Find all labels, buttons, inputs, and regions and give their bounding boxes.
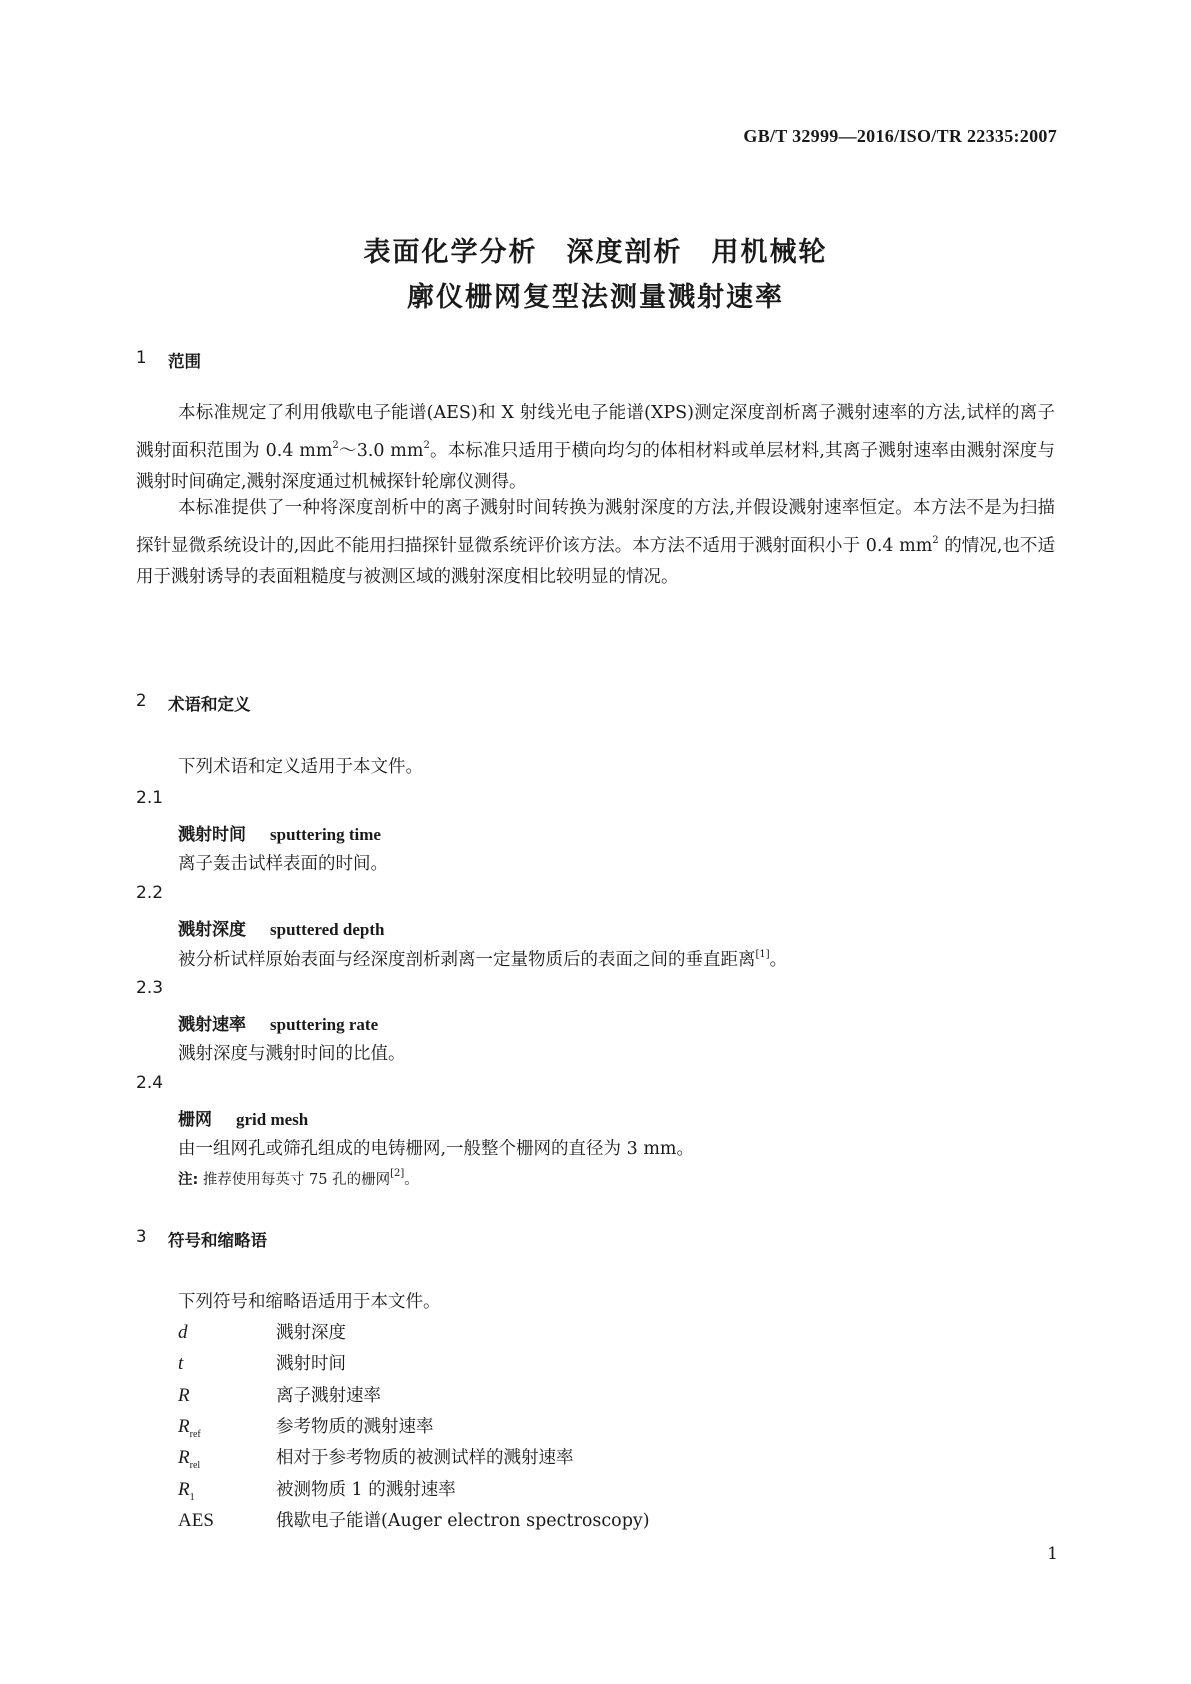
term-definition-text: 被分析试样原始表面与经深度剖析剥离一定量物质后的表面之间的垂直距离 [178, 950, 756, 970]
symbol-row [178, 1319, 346, 1344]
term-number: 2.2 [136, 883, 164, 903]
symbol-row [178, 1382, 381, 1407]
term-zh: 栅网 [178, 1110, 212, 1130]
term-zh: 溅射速率 [178, 1015, 246, 1035]
document-title-line-1: 表面化学分析 深度剖析 用机械轮 [363, 237, 828, 268]
symbol-letter: R [178, 1447, 190, 1468]
p1-text-b: ～3.0 mm [338, 440, 424, 461]
citation-ref: [1] [755, 949, 770, 960]
p1-text-c: 。本标准只适用于横向均匀的体相材料或单层材料,其离子溅射速率由溅射深度与溅射时间确定,溅射深度通过机械探针轮廓仪测得。 [136, 440, 1055, 492]
symbol-row [178, 1350, 346, 1375]
section-3-number: 3 [136, 1227, 147, 1246]
section-1-heading [136, 348, 201, 372]
symbol [178, 1322, 276, 1344]
term-definition [178, 946, 787, 971]
p2-text-a: 本标准提供了一种将深度剖析中的离子溅射时间转换为溅射深度的方法,并假设溅射速率恒定。本方法不是为扫描探针显微系统设计的,因此不能用扫描探针显微系统评价该方法。本方法不适用于溅射面积小于 0.4 mm [136, 498, 1055, 556]
symbol [178, 1385, 276, 1407]
document-title-line-2: 廓仪栅网复型法测量溅射速率 [407, 282, 784, 313]
term-heading [178, 820, 381, 845]
section-3-heading [136, 1227, 267, 1251]
term-en: sputtering rate [270, 1015, 379, 1034]
symbol [178, 1353, 276, 1375]
term-en: grid mesh [236, 1110, 309, 1129]
section-1-number: 1 [136, 348, 147, 367]
section-2-number: 2 [136, 691, 147, 710]
symbol-row [178, 1507, 650, 1532]
page-number: 1 [1047, 1544, 1058, 1564]
symbol-letter: R [178, 1385, 190, 1406]
symbol-description: 被测物质 1 的溅射速率 [276, 1480, 456, 1500]
symbol-description: 离子溅射速率 [276, 1386, 381, 1406]
symbol-row [178, 1444, 574, 1471]
symbol-description: 相对于参考物质的被测试样的溅射速率 [276, 1448, 574, 1468]
p2-superscript: 2 [932, 534, 939, 546]
symbol [178, 1510, 276, 1532]
section-1-paragraph-1 [136, 398, 1055, 499]
symbol-row [178, 1413, 434, 1440]
symbol [178, 1447, 276, 1471]
p1-superscript-1: 2 [332, 439, 339, 451]
symbol-letter: t [178, 1353, 184, 1374]
term-heading [178, 1105, 308, 1130]
symbol-description: 溅射时间 [276, 1354, 346, 1374]
symbol-description: 参考物质的溅射速率 [276, 1417, 434, 1437]
term-zh: 溅射深度 [178, 920, 246, 940]
term-definition-end: 。 [769, 950, 788, 970]
note-end: 。 [404, 1172, 419, 1188]
section-2-intro: 下列术语和定义适用于本文件。 [178, 757, 423, 777]
symbol-description: 俄歇电子能谱(Auger electron spectroscopy) [276, 1511, 650, 1531]
note-label: 注: [178, 1172, 199, 1188]
section-3-intro: 下列符号和缩略语适用于本文件。 [178, 1292, 441, 1312]
symbol-row [178, 1476, 456, 1503]
symbol-description: 溅射深度 [276, 1323, 346, 1343]
term-heading [178, 915, 384, 940]
term-definition: 溅射深度与溅射时间的比值。 [178, 1044, 406, 1064]
standard-code: GB/T 32999—2016/ISO/TR 22335:2007 [743, 126, 1057, 146]
term-definition: 由一组网孔或筛孔组成的电铸栅网,一般整个栅网的直径为 3 mm。 [178, 1139, 695, 1159]
note [178, 1168, 419, 1189]
term-zh: 溅射时间 [178, 825, 246, 845]
term-en: sputtered depth [270, 920, 385, 939]
symbol-letter: R [178, 1416, 190, 1437]
symbol-subscript: 1 [189, 1491, 195, 1503]
term-number: 2.3 [136, 978, 164, 998]
p2-text-b: 的情况,也不适用于溅射诱导的表面粗糙度与被测区域的溅射深度相比较明显的情况。 [136, 535, 1055, 587]
p1-text-a: 本标准规定了利用俄歇电子能谱(AES)和 X 射线光电子能谱(XPS)测定深度剖析离子溅射速率的方法,试样的离子溅射面积范围为 0.4 mm [136, 403, 1055, 461]
symbol [178, 1416, 276, 1440]
section-2-title: 术语和定义 [168, 695, 251, 714]
term-number: 2.1 [136, 788, 164, 808]
term-definition: 离子轰击试样表面的时间。 [178, 854, 388, 874]
symbol-letter: d [178, 1322, 188, 1343]
term-number: 2.4 [136, 1073, 164, 1093]
citation-ref: [2] [390, 1168, 405, 1179]
symbol-subscript: rel [189, 1459, 201, 1471]
note-text: 推荐使用每英寸 75 孔的栅网 [202, 1172, 391, 1188]
section-2-heading [136, 691, 251, 715]
term-en: sputtering time [270, 825, 381, 844]
term-heading [178, 1010, 378, 1035]
symbol [178, 1479, 276, 1503]
section-1-title: 范围 [168, 352, 201, 371]
symbol-subscript: ref [189, 1428, 201, 1440]
section-3-title: 符号和缩略语 [168, 1231, 267, 1250]
section-1-paragraph-2 [136, 493, 1055, 594]
symbol-letter: AES [178, 1510, 214, 1531]
symbol-letter: R [178, 1479, 190, 1500]
p1-superscript-2: 2 [423, 439, 430, 451]
